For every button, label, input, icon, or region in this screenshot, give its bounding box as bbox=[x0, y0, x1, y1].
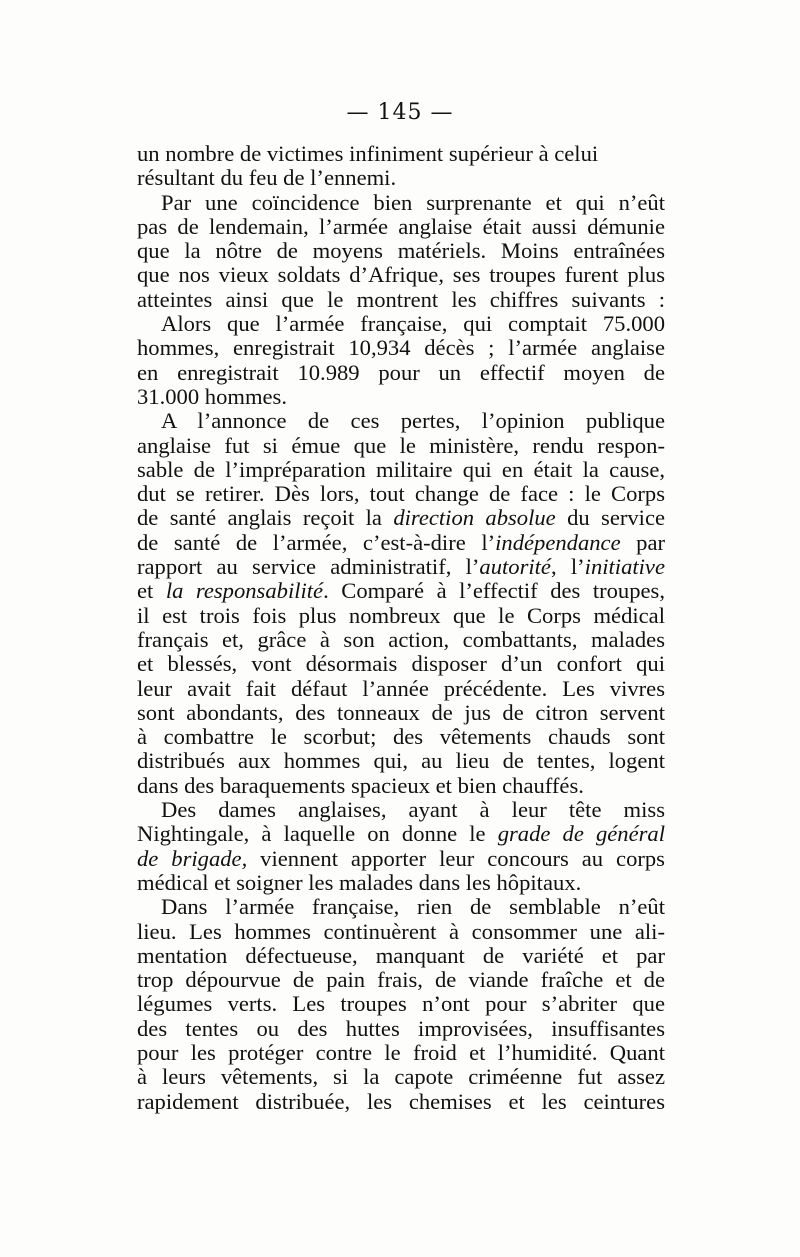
text-run: de santé de l’armée, c’est-à-dire l’ bbox=[137, 529, 496, 555]
text-run: du service bbox=[555, 505, 665, 531]
text-run: et bbox=[137, 578, 166, 604]
text-line bbox=[137, 555, 665, 579]
text-line: que la nôtre de moyens matériels. Moins entraînées bbox=[137, 238, 665, 264]
text-line: et blessés, vont désormais disposer d’un confort qui bbox=[137, 651, 665, 677]
text-line: des tentes ou des huttes improvisées, insuffisantes bbox=[137, 1015, 665, 1041]
text-line: A l’annonce de ces pertes, l’opinion publique bbox=[161, 408, 665, 434]
text-line: en enregistrait 10.989 pour un effectif moyen de bbox=[137, 359, 665, 385]
text-line: Dans l’armée française, rien de semblable n’eût bbox=[161, 894, 665, 920]
text-line: un nombre de victimes infiniment supérieur à celui bbox=[137, 141, 599, 166]
text-run: , l’ bbox=[550, 554, 585, 580]
text-line: atteintes ainsi que le montrent les chiffres suivants : bbox=[137, 286, 665, 312]
text-line: trop dépourvue de pain frais, de viande fraîche et de bbox=[137, 967, 665, 993]
text-run: de santé anglais reçoit la bbox=[137, 505, 394, 531]
text-line: Des dames anglaises, ayant à leur tête miss bbox=[161, 797, 665, 823]
text-line bbox=[137, 531, 665, 555]
text-line: anglaise fut si émue que le ministère, rendu respon- bbox=[137, 432, 665, 458]
text-line: il est trois fois plus nombreux que le Corps médical bbox=[137, 602, 665, 628]
emphasis-text: autorité bbox=[479, 554, 551, 580]
text-line: sont abondants, des tonneaux de jus de citron servent bbox=[137, 699, 665, 725]
emphasis-text: de brigade, bbox=[137, 845, 248, 871]
emphasis-text: initiative bbox=[584, 554, 665, 580]
text-line: leur avait fait défaut l’année précédente. Les vivres bbox=[137, 675, 665, 701]
emphasis-text: grade de général bbox=[497, 821, 665, 847]
text-line: légumes verts. Les troupes n’ont pour s’abriter que bbox=[137, 991, 665, 1017]
text-line bbox=[137, 847, 665, 871]
text-line: français et, grâce à son action, combattants, malades bbox=[137, 626, 665, 652]
text-run: viennent apporter leur concours au corps bbox=[247, 845, 665, 871]
emphasis-text: la responsabilité bbox=[165, 578, 324, 604]
text-line: sable de l’impréparation militaire qui en était la cause, bbox=[137, 456, 665, 482]
text-run: Nightingale, à laquelle on donne le bbox=[137, 821, 498, 847]
emphasis-text: indépendance bbox=[495, 529, 621, 555]
text-line: à combattre le scorbut; des vêtements chauds sont bbox=[137, 724, 665, 750]
text-line: dut se retirer. Dès lors, tout change de face : le Corps bbox=[137, 481, 665, 507]
text-line bbox=[137, 822, 665, 846]
text-line bbox=[137, 506, 665, 530]
text-line: médical et soigner les malades dans les hôpitaux. bbox=[137, 869, 582, 895]
text-line bbox=[137, 579, 665, 603]
text-line: distribués aux hommes qui, au lieu de tentes, logent bbox=[137, 748, 665, 774]
text-line: lieu. Les hommes continuèrent à consommer une ali- bbox=[137, 918, 665, 944]
text-run: . Comparé à l’effectif des troupes, bbox=[323, 578, 665, 604]
text-line: 31.000 hommes. bbox=[137, 383, 287, 409]
text-line: à leurs vêtements, si la capote criméenne fut assez bbox=[137, 1064, 665, 1090]
text-run: par bbox=[620, 529, 665, 555]
text-line: pour les protéger contre le froid et l’humidité. Quant bbox=[137, 1039, 665, 1065]
text-run: rapport au service administratif, l’ bbox=[137, 554, 480, 580]
text-line: dans des baraquements spacieux et bien chauffés. bbox=[137, 772, 584, 798]
text-line: hommes, enregistrait 10,934 décès ; l’armée anglaise bbox=[137, 335, 665, 361]
text-line: rapidement distribuée, les chemises et les ceintures bbox=[137, 1088, 665, 1114]
page-number: — 145 — bbox=[346, 100, 454, 125]
emphasis-text: direction absolue bbox=[393, 505, 556, 531]
text-line: Par une coïncidence bien surprenante et qui n’eût bbox=[161, 189, 665, 215]
text-line: résultant du feu de l’ennemi. bbox=[137, 165, 397, 191]
text-line: pas de lendemain, l’armée anglaise était aussi démunie bbox=[137, 213, 665, 239]
body-text bbox=[137, 142, 665, 1114]
text-line: mentation défectueuse, manquant de variété et par bbox=[137, 942, 665, 968]
text-line: Alors que l’armée française, qui comptait 75.000 bbox=[161, 311, 665, 337]
text-line: que nos vieux soldats d’Afrique, ses troupes furent plus bbox=[137, 262, 665, 288]
